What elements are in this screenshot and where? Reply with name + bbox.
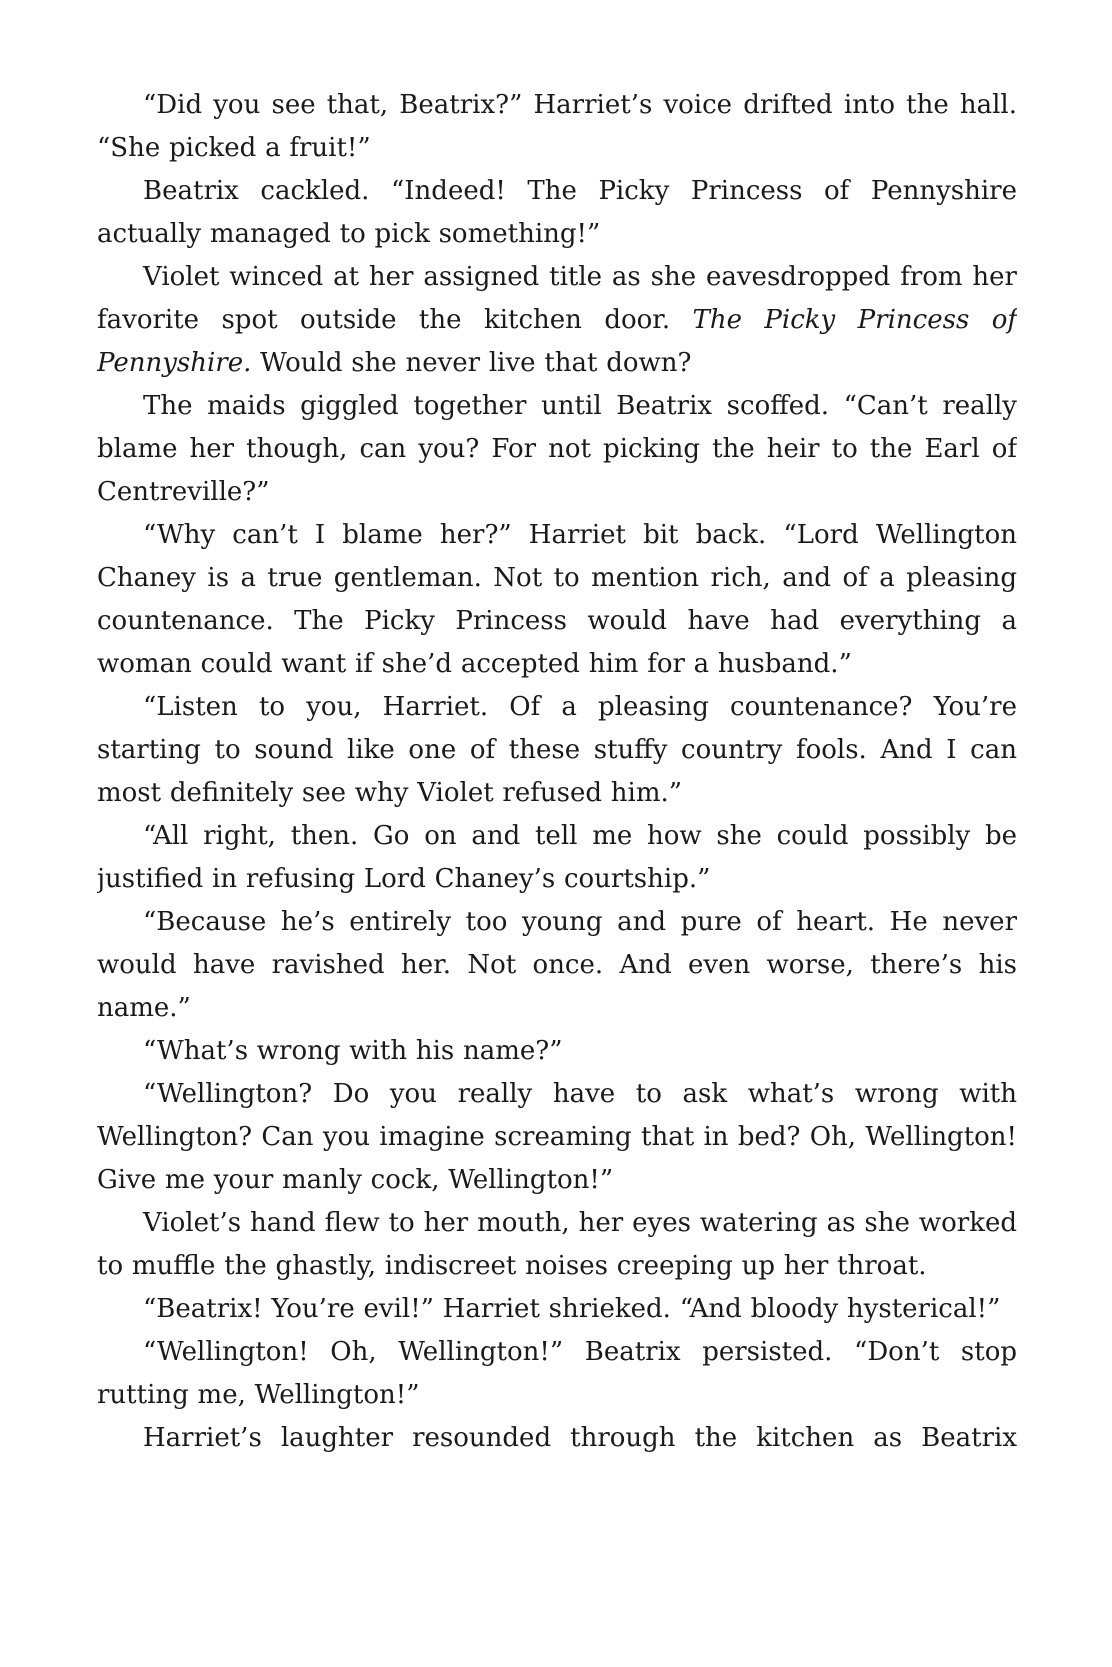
- paragraph-7: “All right, then. Go on and tell me how she could possibly be justified in refusing Lord Chaney’s courtship.”: [97, 821, 1017, 894]
- paragraph-1: “Did you see that, Beatrix?” Harriet’s voice drifted into the hall. “She picked a fruit!”: [97, 90, 1017, 163]
- paragraph-6: “Listen to you, Harriet. Of a pleasing countenance? You’re starting to sound like one of these stuffy country fools. And I can most definitely see why Violet refused him.”: [97, 692, 1017, 808]
- paragraph-3-text-after: Would she never live that down?: [251, 348, 692, 378]
- paragraph-8: “Because he’s entirely too young and pure of heart. He never would have ravished her. Not once. And even worse, there’s his name.”: [97, 907, 1017, 1023]
- paragraph-14: Harriet’s laughter resounded through the kitchen as Beatrix: [143, 1423, 1017, 1453]
- paragraph-4: The maids giggled together until Beatrix scoffed. “Can’t really blame her though, can you? For not picking the heir to the Earl of Centreville?”: [97, 391, 1017, 507]
- paragraph-3-text-before: Violet winced at her assigned title as she eavesdropped from her favorite spot outside the kitchen door.: [97, 262, 1017, 335]
- paragraph-5: “Why can’t I blame her?” Harriet bit back. “Lord Wellington Chaney is a true gentleman. Not to mention rich, and of a pleasing countenance. The Picky Princess would have had everything a woman could want if she’d accepted him for a husband.”: [97, 520, 1017, 679]
- paragraph-10: “Wellington? Do you really have to ask what’s wrong with Wellington? Can you imagine screaming that in bed? Oh, Wellington! Give me your manly cock, Wellington!”: [97, 1079, 1017, 1195]
- paragraph-13: “Wellington! Oh, Wellington!” Beatrix persisted. “Don’t stop rutting me, Wellington!”: [97, 1337, 1017, 1410]
- paragraph-2: Beatrix cackled. “Indeed! The Picky Princess of Pennyshire actually managed to pick something!”: [97, 176, 1017, 249]
- book-page: [97, 84, 1017, 1644]
- paragraph-11: Violet’s hand flew to her mouth, her eyes watering as she worked to muffle the ghastly, indiscreet noises creeping up her throat.: [97, 1208, 1017, 1281]
- paragraph-9: “What’s wrong with his name?”: [143, 1036, 563, 1066]
- paragraph-3: [97, 256, 1017, 385]
- paragraph-12: “Beatrix! You’re evil!” Harriet shrieked. “And bloody hysterical!”: [143, 1294, 1001, 1324]
- paragraph-3-italic-title: The Picky Princess of Pennyshire.: [97, 305, 1017, 378]
